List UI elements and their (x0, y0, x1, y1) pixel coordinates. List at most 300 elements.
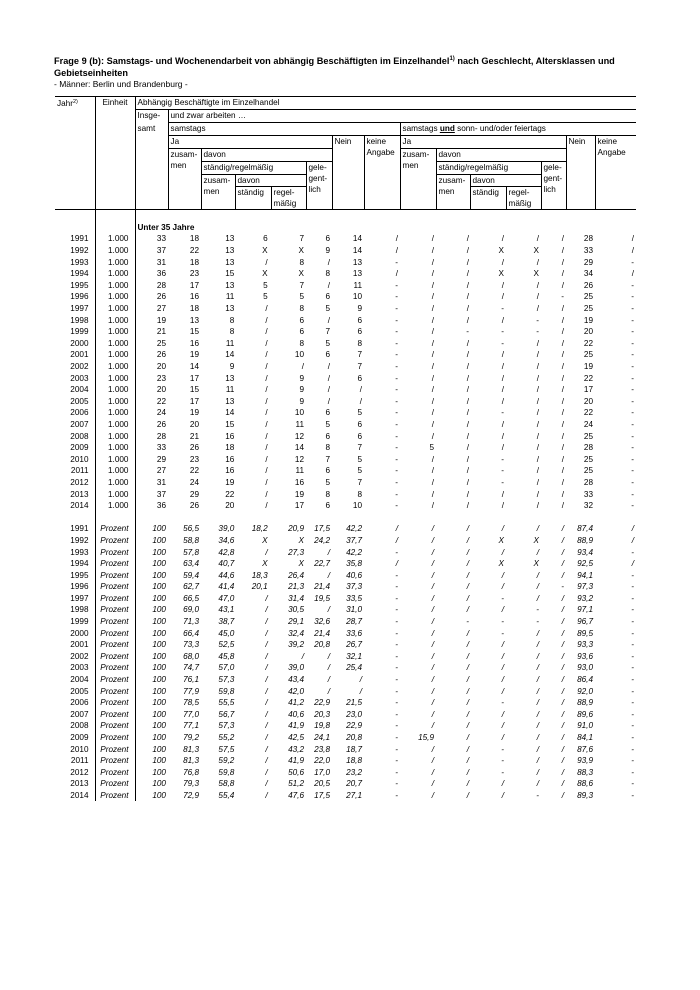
table-row (55, 372, 636, 384)
cell-value: / (561, 733, 564, 743)
cell-value: / (561, 466, 564, 476)
cell-value: / (431, 327, 434, 337)
cell-value: / (536, 686, 539, 696)
cell-value: - (536, 315, 539, 325)
cell-year: 2010 (55, 743, 95, 755)
cell-unit: Prozent (95, 674, 135, 686)
cell-value: 6 (357, 373, 362, 383)
cell-value: / (431, 373, 434, 383)
cell-value: 77,9 (183, 686, 199, 696)
cell-value: / (561, 675, 564, 685)
cell-value: 8 (299, 257, 304, 267)
cell-value: / (536, 651, 539, 661)
cell-value: 23,0 (346, 709, 362, 719)
cell-value: - (395, 466, 398, 476)
cell-value: 14 (225, 350, 235, 360)
cell-value: 87,6 (577, 744, 593, 754)
cell-value: 25 (583, 304, 593, 314)
cell-value: 27,1 (346, 790, 362, 800)
cell-value: 22 (583, 373, 593, 383)
cell-value: - (631, 663, 634, 673)
cell-unit: Prozent (95, 778, 135, 790)
cell-value: - (631, 640, 634, 650)
cell-value: 9 (357, 304, 362, 314)
cell-value: 24 (156, 408, 166, 418)
cell-value: 100 (152, 628, 166, 638)
cell-value: / (395, 234, 398, 244)
header-abhaengig: Abhängig Beschäftigte im Einzelhandel (135, 97, 636, 110)
cell-value: 6 (357, 327, 362, 337)
cell-value: / (395, 535, 398, 545)
cell-value: / (265, 396, 268, 406)
cell-value: 100 (152, 675, 166, 685)
header-samstags: samstags (168, 123, 400, 136)
cell-value: 5 (325, 338, 330, 348)
cell-value: 12 (294, 454, 304, 464)
header-sub-staendig-2: ständig (472, 188, 499, 197)
cell-value: / (536, 466, 539, 476)
cell-value: 28,7 (346, 617, 362, 627)
cell-value: - (395, 790, 398, 800)
cell-value: - (631, 338, 634, 348)
cell-value: 76,1 (183, 675, 199, 685)
cell-value: 29 (189, 489, 199, 499)
cell-value: / (466, 454, 469, 464)
cell-value: / (501, 234, 504, 244)
header-keine-2: keine Angabe (595, 136, 636, 210)
cell-unit: 1.000 (95, 477, 135, 489)
cell-value: - (561, 292, 564, 302)
table-row (55, 790, 636, 802)
cell-value: / (466, 385, 469, 395)
cell-value: 22,0 (314, 756, 330, 766)
cell-value: / (431, 362, 434, 372)
cell-year: 1994 (55, 558, 95, 570)
cell-value: 11 (225, 292, 235, 302)
table-row (55, 442, 636, 454)
table-row (55, 407, 636, 419)
cell-value: - (395, 362, 398, 372)
cell-value: - (395, 721, 398, 731)
cell-value: - (395, 396, 398, 406)
header-sub-regelmaessig-2: regel- mäßig (506, 187, 541, 209)
cell-value: / (536, 431, 539, 441)
cell-value: / (536, 350, 539, 360)
cell-value: / (265, 315, 268, 325)
cell-value: / (431, 477, 434, 487)
cell-value: 8 (325, 489, 330, 499)
cell-value: - (395, 547, 398, 557)
cell-year: 1992 (55, 245, 95, 257)
cell-value: / (501, 419, 504, 429)
cell-value: / (466, 466, 469, 476)
cell-value: 73,3 (183, 640, 199, 650)
cell-year: 2009 (55, 442, 95, 454)
cell-value: / (561, 431, 564, 441)
cell-value: 47,0 (218, 593, 235, 603)
cell-value: 29 (156, 454, 166, 464)
header-gelegentlich-1: gele- gent- lich (306, 162, 332, 210)
cell-value: 25,4 (346, 663, 362, 673)
cell-value: / (265, 698, 268, 708)
cell-value: 31,4 (288, 593, 304, 603)
cell-year: 2013 (55, 488, 95, 500)
cell-value: - (395, 663, 398, 673)
cell-year: 2007 (55, 709, 95, 721)
cell-value: / (561, 385, 564, 395)
cell-value: 20,1 (251, 582, 268, 592)
cell-value: / (536, 373, 539, 383)
cell-value: / (536, 593, 539, 603)
cell-value: - (631, 767, 634, 777)
cell-value: 11 (225, 338, 235, 348)
cell-value: 7 (357, 443, 362, 453)
cell-value: 93,9 (577, 756, 593, 766)
cell-value: - (501, 327, 504, 337)
cell-value: / (265, 605, 268, 615)
cell-value: 16 (294, 477, 304, 487)
cell-value: / (431, 489, 434, 499)
table-row (55, 488, 636, 500)
cell-value: 100 (152, 663, 166, 673)
cell-value: 7 (357, 477, 362, 487)
cell-value: 76,8 (183, 767, 199, 777)
cell-value: - (395, 501, 398, 511)
cell-value: 92,5 (577, 559, 593, 569)
cell-value: 6 (325, 234, 330, 244)
cell-value: / (265, 640, 268, 650)
cell-value: 6 (299, 315, 304, 325)
table-header (55, 97, 636, 210)
cell-value: 9 (299, 373, 304, 383)
table-row (55, 465, 636, 477)
cell-value: 20 (583, 396, 593, 406)
cell-value: / (431, 269, 434, 279)
cell-value: 100 (152, 559, 166, 569)
cell-value: 5 (357, 454, 362, 464)
table-row (55, 477, 636, 489)
cell-value: / (466, 362, 469, 372)
cell-value: / (561, 246, 564, 256)
cell-value: - (395, 744, 398, 754)
cell-value: / (561, 524, 564, 534)
table-row (55, 280, 636, 292)
cell-value: - (631, 257, 634, 267)
cell-year: 1991 (55, 233, 95, 245)
cell-value: 100 (152, 744, 166, 754)
cell-unit: Prozent (95, 732, 135, 744)
header-gelegentlich-2: gele- gent- lich (541, 162, 566, 210)
cell-value: / (265, 721, 268, 731)
cell-value: 8 (357, 338, 362, 348)
cell-value: / (466, 477, 469, 487)
cell-value: - (501, 698, 504, 708)
cell-value: 16 (189, 338, 199, 348)
cell-value: 88,6 (577, 779, 593, 789)
cell-value: 100 (152, 535, 166, 545)
cell-value: 25 (156, 338, 166, 348)
cell-value: / (466, 663, 469, 673)
cell-value: / (265, 675, 268, 685)
cell-value: - (631, 651, 634, 661)
cell-value: / (466, 501, 469, 511)
cell-year: 1997 (55, 593, 95, 605)
cell-unit: Prozent (95, 581, 135, 593)
cell-value: 22 (156, 396, 166, 406)
cell-value: 32 (583, 501, 593, 511)
cell-value: / (359, 686, 362, 696)
cell-value: 5 (357, 466, 362, 476)
cell-value: 31 (156, 477, 166, 487)
cell-year: 1993 (55, 546, 95, 558)
cell-value: 18 (189, 234, 199, 244)
cell-value: / (536, 443, 539, 453)
cell-value: 33 (156, 234, 166, 244)
cell-value: 6 (357, 431, 362, 441)
cell-value: 26 (156, 419, 166, 429)
cell-value: / (561, 779, 564, 789)
cell-value: 40,7 (218, 559, 235, 569)
cell-value: 89,3 (577, 790, 593, 800)
cell-value: / (466, 304, 469, 314)
cell-value: / (265, 338, 268, 348)
cell-value: / (466, 373, 469, 383)
cell-value: 6 (357, 315, 362, 325)
cell-value: / (431, 431, 434, 441)
cell-value: 88,9 (577, 535, 593, 545)
cell-value: - (501, 477, 504, 487)
cell-value: / (536, 663, 539, 673)
cell-year: 1998 (55, 314, 95, 326)
cell-value: / (561, 501, 564, 511)
cell-value: - (395, 756, 398, 766)
cell-value: 10 (294, 350, 304, 360)
cell-value: 51,2 (288, 779, 304, 789)
cell-value: / (536, 547, 539, 557)
cell-value: - (395, 327, 398, 337)
cell-value: / (431, 292, 434, 302)
header-sub-regelmaessig-1: regel- mäßig (271, 187, 306, 209)
header-sub-davon-2: davon (471, 175, 541, 187)
table-row (55, 709, 636, 721)
cell-value: / (536, 582, 539, 592)
cell-value: 19 (189, 408, 199, 418)
cell-value: / (265, 547, 268, 557)
cell-unit: Prozent (95, 662, 135, 674)
cell-value: 5 (357, 408, 362, 418)
table-row (55, 616, 636, 628)
cell-year: 2003 (55, 372, 95, 384)
cell-value: / (536, 501, 539, 511)
cell-value: / (561, 721, 564, 731)
cell-value: / (466, 675, 469, 685)
cell-value: 24 (189, 477, 199, 487)
cell-value: 100 (152, 733, 166, 743)
cell-value: 19 (583, 315, 593, 325)
cell-value: - (631, 501, 634, 511)
cell-value: 17 (189, 396, 199, 406)
cell-value: - (395, 315, 398, 325)
cell-value: - (631, 570, 634, 580)
cell-value: / (501, 315, 504, 325)
cell-value: - (561, 582, 564, 592)
cell-value: / (431, 280, 434, 290)
cell-value: 38,7 (218, 617, 235, 627)
cell-value: / (561, 535, 564, 545)
cell-value: / (431, 535, 434, 545)
cell-value: 18,8 (346, 756, 362, 766)
cell-value: 68,0 (183, 651, 199, 661)
cell-value: - (631, 756, 634, 766)
cell-value: 21,3 (288, 582, 304, 592)
table-row (55, 291, 636, 303)
cell-value: 21 (156, 327, 166, 337)
cell-value: 57,3 (218, 675, 235, 685)
cell-value: - (395, 779, 398, 789)
cell-value: 16 (225, 466, 235, 476)
table-row (55, 268, 636, 280)
cell-value: 12 (294, 431, 304, 441)
cell-value: 11 (353, 280, 362, 290)
cell-value: - (631, 675, 634, 685)
cell-value: / (561, 617, 564, 627)
cell-value: 100 (152, 547, 166, 557)
cell-value: / (431, 663, 434, 673)
cell-value: / (466, 767, 469, 777)
cell-value: 26,4 (288, 570, 304, 580)
cell-value: / (561, 362, 564, 372)
cell-value: X (262, 246, 268, 256)
cell-year: 2010 (55, 453, 95, 465)
table-row (55, 697, 636, 709)
cell-value: / (501, 663, 504, 673)
cell-value: / (501, 385, 504, 395)
cell-value: - (631, 362, 634, 372)
cell-value: 100 (152, 593, 166, 603)
cell-unit: 1.000 (95, 268, 135, 280)
cell-value: 28 (583, 234, 593, 244)
cell-value: / (561, 489, 564, 499)
cell-value: / (431, 790, 434, 800)
cell-value: / (327, 605, 330, 615)
cell-value: - (631, 408, 634, 418)
cell-value: / (466, 582, 469, 592)
cell-value: 15 (189, 327, 199, 337)
cell-value: / (536, 640, 539, 650)
cell-value: 40,6 (346, 570, 362, 580)
cell-year: 1996 (55, 581, 95, 593)
cell-value: / (466, 408, 469, 418)
cell-value: - (631, 593, 634, 603)
cell-value: 20,3 (314, 709, 330, 719)
cell-value: / (327, 396, 330, 406)
header-keine-1: keine Angabe (364, 136, 400, 210)
cell-value: 56,5 (183, 524, 199, 534)
table-row (55, 453, 636, 465)
cell-value: / (501, 547, 504, 557)
cell-value: - (395, 570, 398, 580)
cell-value: - (395, 443, 398, 453)
cell-value: / (631, 269, 634, 279)
table-row (55, 233, 636, 245)
cell-value: / (466, 269, 469, 279)
cell-value: / (431, 419, 434, 429)
cell-value: 86,4 (577, 675, 593, 685)
cell-value: 19 (189, 350, 199, 360)
cell-value: / (501, 350, 504, 360)
cell-value: / (466, 605, 469, 615)
cell-value: 23,2 (346, 767, 362, 777)
cell-value: 100 (152, 698, 166, 708)
cell-value: 41,9 (288, 721, 304, 731)
cell-value: 50,6 (288, 767, 304, 777)
cell-value: / (561, 234, 564, 244)
cell-unit: 1.000 (95, 245, 135, 257)
cell-value: / (327, 675, 330, 685)
cell-value: 89,5 (577, 628, 593, 638)
cell-value: - (631, 744, 634, 754)
cell-value: / (501, 524, 504, 534)
cell-value: / (431, 744, 434, 754)
header-zusammen-1: zusam- men (168, 149, 201, 210)
header-insgesamt-2: samt (135, 123, 168, 136)
page-subtitle: - Männer: Berlin und Brandenburg - (54, 79, 188, 89)
cell-value: / (431, 234, 434, 244)
cell-value: - (395, 257, 398, 267)
cell-value: 20,8 (346, 733, 362, 743)
cell-value: 8 (229, 315, 235, 325)
cell-value: 72,9 (183, 790, 199, 800)
cell-value: - (631, 304, 634, 314)
cell-value: - (501, 338, 504, 348)
cell-value: / (536, 570, 539, 580)
cell-value: / (431, 709, 434, 719)
cell-value: / (466, 744, 469, 754)
cell-value: 24 (583, 419, 593, 429)
cell-value: / (501, 280, 504, 290)
cell-value: 93,4 (577, 547, 593, 557)
table-row (55, 743, 636, 755)
cell-value: X (298, 559, 304, 569)
cell-value: / (265, 733, 268, 743)
cell-value: - (501, 767, 504, 777)
table-row (55, 732, 636, 744)
cell-value: 17 (189, 373, 199, 383)
cell-value: 14 (189, 362, 199, 372)
cell-value: - (631, 709, 634, 719)
cell-value: / (561, 698, 564, 708)
cell-value: 22 (583, 408, 593, 418)
cell-value: 63,4 (183, 559, 199, 569)
cell-value: / (466, 315, 469, 325)
cell-value: - (395, 582, 398, 592)
cell-value: / (501, 790, 504, 800)
cell-value: 91,0 (577, 721, 593, 731)
cell-unit: 1.000 (95, 291, 135, 303)
cell-value: / (327, 570, 330, 580)
cell-value: 19 (156, 315, 166, 325)
cell-value: - (631, 489, 634, 499)
cell-value: 19 (294, 489, 304, 499)
cell-value: / (536, 362, 539, 372)
cell-value: / (466, 721, 469, 731)
cell-year: 2006 (55, 407, 95, 419)
cell-value: - (631, 292, 634, 302)
header-sub-davon-1: davon (236, 175, 306, 187)
cell-value: - (631, 385, 634, 395)
cell-value: / (501, 362, 504, 372)
cell-value: / (327, 663, 330, 673)
